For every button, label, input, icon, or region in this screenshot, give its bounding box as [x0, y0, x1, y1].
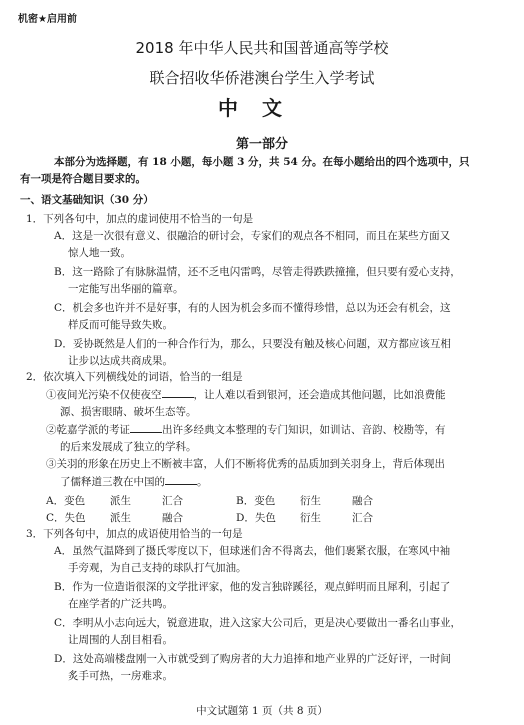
question-2: [26, 369, 508, 527]
q2-option-d-word1: D．失色: [236, 512, 276, 524]
q3-option-d-line2: 炙手可热，一房难求。: [68, 670, 173, 682]
q2-option-b-word2: 衍生: [300, 495, 321, 507]
q3-option-a-line1: A．虽然气温降到了摄氏零度以下，但球迷们舍不得离去，他们裹紧衣服，在寒风中袖: [54, 545, 451, 557]
part-heading: 第一部分: [235, 137, 288, 152]
q2-option-b: [236, 493, 373, 510]
q2-option-c-word3: 融合: [162, 512, 183, 524]
q2-sentence-1: [46, 386, 508, 421]
q1-option-a-line1: A．这是一次很有意义、很融洽的研讨会，专家们的观点各不相同，而且在某些方面又: [54, 230, 451, 242]
q2-s3-part-c: 。: [197, 476, 208, 488]
q3-option-b-line2: 在座学者的广泛共鸣。: [68, 598, 173, 610]
q2-s2-part-a: ②乾嘉学派的考证: [46, 424, 130, 436]
part-instructions: [20, 154, 506, 188]
blank-line: [162, 386, 194, 398]
q2-option-c: [46, 510, 236, 527]
q1-option-b: [46, 264, 508, 298]
question-3-stem: 3．下列各句中，加点的成语使用恰当的一句是: [26, 528, 243, 540]
q1-option-b-line2: 一定能写出华丽的篇章。: [68, 283, 184, 295]
q3-option-c-line2: 让周围的人刮目相看。: [68, 634, 173, 646]
q1-option-b-line1: B．这一路除了有脉脉温情，还不乏电闪雷鸣，尽管走得跌跌撞撞，但只要有爱心支持，: [54, 266, 461, 278]
q2-s2-part-b: 出许多经典文本整理的专门知识，如训诂、音韵、校勘等，有: [162, 424, 446, 436]
q2-sentence-2: [46, 421, 508, 456]
question-3: [26, 526, 508, 687]
q2-option-d-word2: 衍生: [300, 512, 321, 524]
subject-title: 中文: [218, 96, 306, 120]
q3-option-b: [46, 579, 508, 613]
blank-line: [130, 421, 162, 433]
blank-line: [165, 473, 197, 485]
q2-option-b-word3: 融合: [352, 495, 373, 507]
q2-option-b-word1: B．变色: [236, 495, 276, 507]
instructions-line1: 本部分为选择题，有 18 小题，每小题 3 分，共 54 分。在每小题给出的四个选项中，只: [54, 156, 470, 168]
q1-option-a: [46, 228, 508, 262]
q1-option-c: [46, 300, 508, 334]
q1-option-c-line1: C．机会多也许并不是好事，有的人因为机会多而不懂得珍惜，总以为还会有机会，这: [54, 302, 451, 314]
q2-s2-part-c: 的后来发展成了独立的学科。: [60, 441, 197, 453]
q1-option-a-line2: 惊人地一致。: [68, 247, 131, 259]
q3-option-d: [46, 651, 508, 685]
q2-option-a-word3: 汇合: [162, 495, 183, 507]
secret-label: 机密★启用前: [18, 14, 77, 25]
q2-option-d-word3: 汇合: [352, 512, 373, 524]
q3-option-c: [46, 615, 508, 649]
instructions-line2: 有一项是符合题目要求的。: [20, 173, 146, 185]
exam-title-line2: 联合招收华侨港澳台学生入学考试: [149, 69, 375, 87]
question-2-stem: 2．依次填入下列横线处的词语，恰当的一组是: [26, 371, 243, 383]
q3-option-b-line1: B．作为一位造诣很深的文学批评家，他的发言独辟蹊径，观点鲜明而且犀利，引起了: [54, 581, 451, 593]
q3-option-a: [46, 543, 508, 577]
q2-options: [46, 493, 508, 527]
q2-s1-part-c: 源、损害眼睛、破坏生态等。: [60, 406, 197, 418]
q2-option-a: [46, 493, 236, 510]
question-1-stem: 1．下列各句中，加点的虚词使用不恰当的一句是: [26, 213, 254, 225]
q2-s1-part-b: ，让人难以看到银河，还会造成其他问题，比如浪费能: [193, 389, 446, 401]
q1-option-d-line2: 让步以达成共商成果。: [68, 355, 173, 367]
q2-option-c-word1: C．失色: [46, 512, 86, 524]
q2-option-a-word2: 派生: [110, 495, 131, 507]
question-1: [26, 211, 508, 372]
q2-option-c-word2: 派生: [110, 512, 131, 524]
exam-title-line1: 2018 年中华人民共和国普通高等学校: [135, 39, 389, 57]
page-footer: 中文试题第 1 页（共 8 页）: [196, 705, 328, 717]
q1-option-d-line1: D．妥协既然是人们的一种合作行为，那么，只要没有触及核心问题，双方都应该互相: [54, 338, 451, 350]
q2-s3-part-a: ③关羽的形象在历史上不断被丰富，人们不断将优秀的品质加到关羽身上，背后体现出: [46, 458, 445, 470]
q3-option-c-line1: C．李明从小志向远大，锐意进取，进入这家大公司后，更是决心要做出一番名山事业，: [54, 617, 462, 629]
q2-sentence-3: [46, 456, 508, 491]
q2-option-a-word1: A．变色: [46, 495, 86, 507]
q2-s1-part-a: ①夜间光污染不仅使夜空: [46, 389, 162, 401]
q2-option-d: [236, 510, 373, 527]
section-title: 一、语文基础知识（30 分）: [20, 194, 154, 206]
q2-s3-part-b: 了儒释道三教在中国的: [60, 476, 165, 488]
q3-option-a-line2: 手旁观，为自己支持的球队打气加油。: [68, 562, 247, 574]
q1-option-d: [46, 336, 508, 370]
q1-option-c-line2: 样反而可能导致失败。: [68, 319, 173, 331]
q3-option-d-line1: D．这处高端楼盘刚一入市就受到了购房者的大力追捧和地产业界的广泛好评，一时间: [54, 653, 451, 665]
